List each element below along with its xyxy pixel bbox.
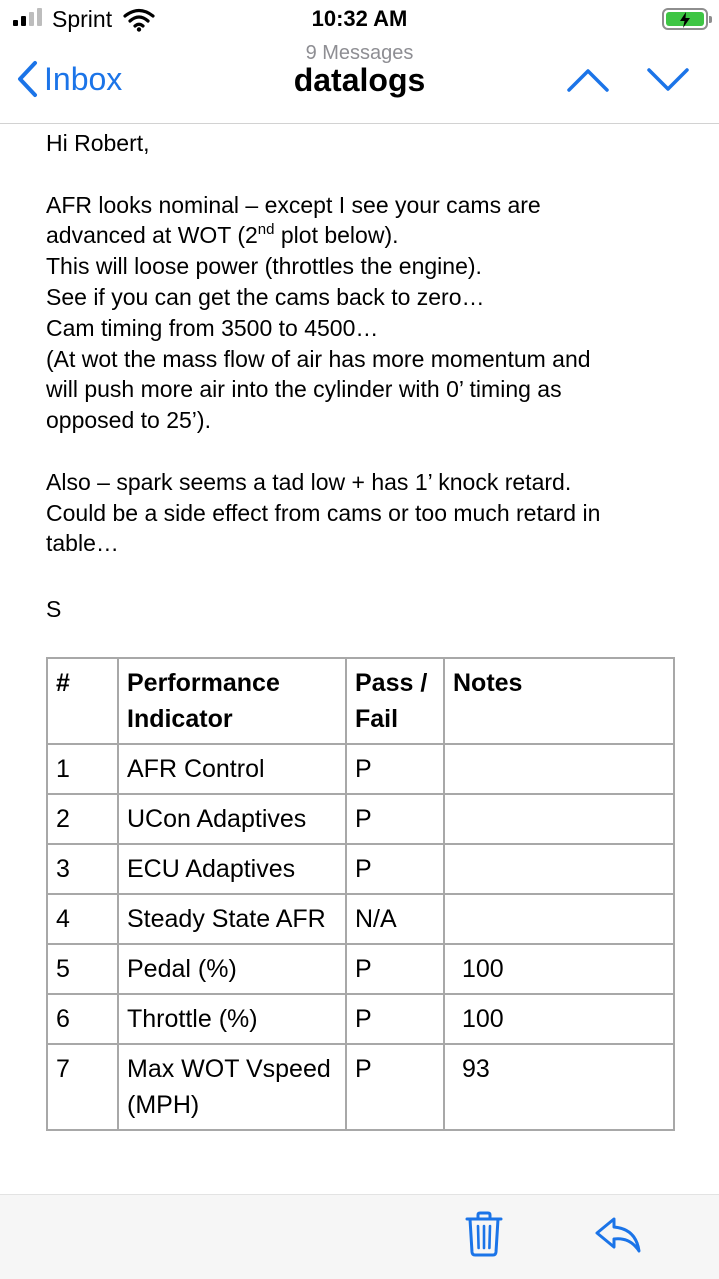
cell-num: 5 [47,944,118,994]
battery-icon [662,8,708,30]
cell-indicator: Steady State AFR [118,894,346,944]
body-line: will push more air into the cylinder with 0’ timing as [46,376,562,403]
message-count: 9 Messages [305,42,414,64]
thread-title: datalogs [293,62,426,98]
cell-pass: P [346,944,444,994]
cell-num: 2 [47,794,118,844]
cell-num: 6 [47,994,118,1044]
cell-indicator: AFR Control [118,744,346,794]
previous-message-button[interactable] [566,66,610,94]
cell-num: 3 [47,844,118,894]
cell-notes [444,744,674,794]
charging-bolt-icon [678,12,692,28]
table-row [47,1044,674,1130]
cell-indicator: UCon Adaptives [118,794,346,844]
cell-indicator: Max WOT Vspeed (MPH) [118,1044,346,1130]
body-line: advanced at WOT (2nd plot below). [46,221,399,249]
trash-icon[interactable] [464,1211,504,1257]
cell-notes: 100 [444,994,674,1044]
cell-indicator: Throttle (%) [118,994,346,1044]
carrier-name: Sprint [52,6,113,32]
greeting: Hi Robert, [46,130,150,156]
cell-notes [444,844,674,894]
table-row [47,844,674,894]
table-row [47,994,674,1044]
nav-bar [0,40,719,124]
email-body [46,128,686,625]
body-line: table… [46,530,119,557]
cell-notes [444,894,674,944]
cell-notes: 100 [444,944,674,994]
performance-table [46,657,675,1131]
cell-pass: P [346,844,444,894]
body-line: Cam timing from 3500 to 4500… [46,314,379,341]
cell-num: 4 [47,894,118,944]
body-line: opposed to 25’). [46,407,211,434]
table-row [47,794,674,844]
header-notes: Notes [444,658,674,744]
reply-icon[interactable] [594,1215,642,1255]
next-message-button[interactable] [646,66,690,94]
table-row [47,894,674,944]
table-row [47,744,674,794]
cell-notes: 93 [444,1044,674,1130]
bottom-toolbar [0,1194,719,1279]
back-label: Inbox [44,60,123,97]
cell-indicator: ECU Adaptives [118,844,346,894]
signature: S [46,595,62,622]
cell-pass: P [346,744,444,794]
cell-pass: P [346,794,444,844]
cell-num: 7 [47,1044,118,1130]
body-line: AFR looks nominal – except I see your cams are [46,191,541,218]
cell-pass: P [346,994,444,1044]
cell-pass: P [346,1044,444,1130]
cell-indicator: Pedal (%) [118,944,346,994]
status-bar [0,0,719,40]
cell-num: 1 [47,744,118,794]
table-header-row [47,658,674,744]
header-indicator: Performance Indicator [118,658,346,744]
header-num: # [47,658,118,744]
body-line: Could be a side effect from cams or too much retard in [46,499,601,526]
body-line: Also – spark seems a tad low + has 1’ knock retard. [46,468,572,495]
cell-pass: N/A [346,894,444,944]
header-pass-fail: Pass / Fail [346,658,444,744]
table-row [47,944,674,994]
body-line: (At wot the mass flow of air has more momentum and [46,345,591,372]
body-line: See if you can get the cams back to zero… [46,283,485,310]
body-line: This will loose power (throttles the engine). [46,253,482,280]
cell-notes [444,794,674,844]
status-time: 10:32 AM [311,6,408,31]
